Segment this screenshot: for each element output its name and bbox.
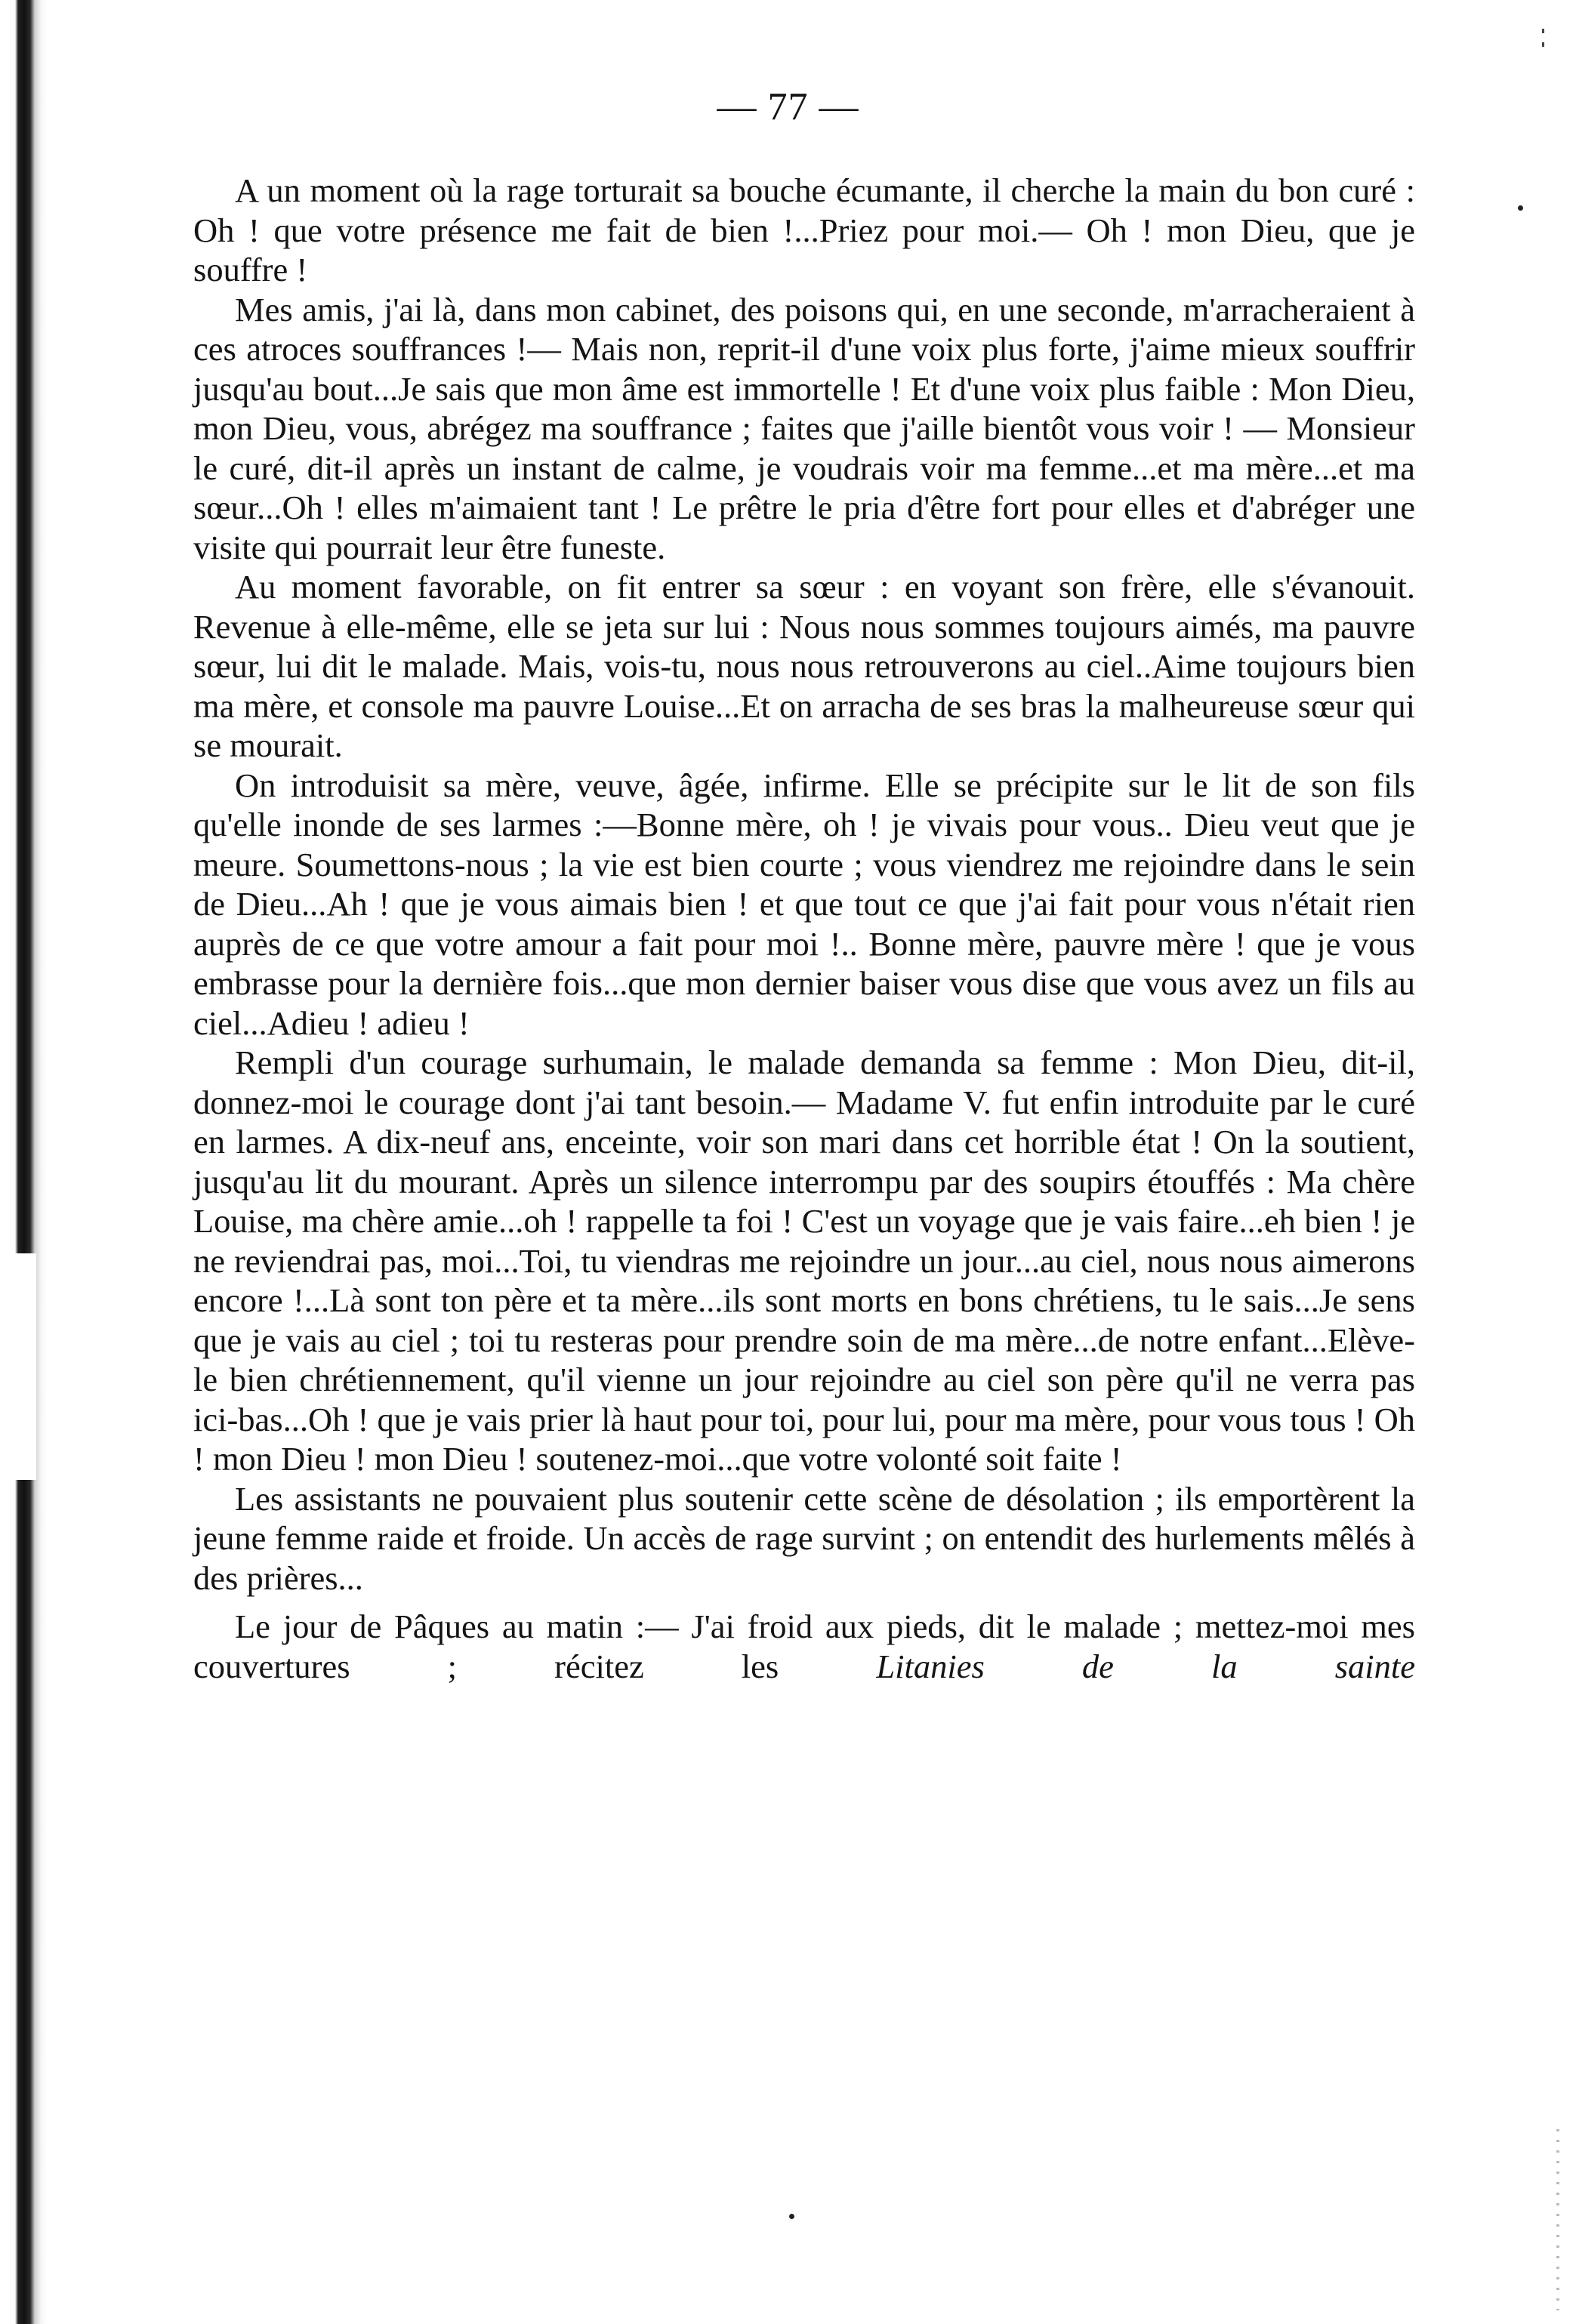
book-binding-edge: [0, 0, 47, 2324]
italic-title: Litanies de la sainte: [876, 1647, 1415, 1685]
body-text: [193, 171, 1415, 1686]
scan-speck: [1518, 205, 1523, 211]
paragraph-final: [193, 1607, 1415, 1686]
paragraph: A un moment où la rage torturait sa bouche écumante, il cherche la main du bon curé : Oh ! que votre présence me fait de bien !...Priez pour moi.— Oh ! mon Dieu, que je souffre !: [193, 171, 1415, 288]
scan-speck: [1542, 29, 1544, 33]
paragraph: Au moment favorable, on fit entrer sa sœur : en voyant son frère, elle s'évanouit. Revenue à elle-même, elle se jeta sur lui : Nous nous sommes toujours aimés, ma pauvre sœur, lui dit le malade. Mais, vois-tu, nous nous retrouverons au ciel..Aime toujours bien ma mère, et console ma pauvre Louise...Et on arracha de ses bras la malheureuse sœur qui se mourait.: [193, 568, 1415, 764]
paragraph: Mes amis, j'ai là, dans mon cabinet, des poisons qui, en une seconde, m'arracheraient à ces atroces souffrances !— Mais non, reprit-il d'une voix plus forte, j'aime mieux souffrir jusqu'au bout...Je sais que mon âme est immortelle ! Et d'une voix plus faible : Mon Dieu, mon Dieu, vous, abrégez ma souffrance ; faites que j'aille bientôt vous voir ! — Monsieur le curé, dit-il après un instant de calme, je voudrais voir ma femme...et ma mère...et ma sœur...Oh ! elles m'aimaient tant ! Le prêtre le pria d'être fort pour elles et d'abréger une visite qui pourrait leur être funeste.: [193, 290, 1415, 566]
scan-speck: [789, 2214, 794, 2219]
paragraph-final-text: Le jour de Pâques au matin :— J'ai froid aux pieds, dit le malade ; mettez-moi mes couvertures ; récitez les: [193, 1607, 1415, 1685]
page-number: — 77 —: [717, 85, 859, 128]
scan-speck: [1542, 42, 1544, 47]
paragraph: Rempli d'un courage surhumain, le malade demanda sa femme : Mon Dieu, dit-il, donnez-moi le courage dont j'ai tant besoin.— Madame V. fut enfin introduite par le curé en larmes. A dix-neuf ans, enceinte, voir son mari dans cet horrible état ! On la soutient, jusqu'au lit du mourant. Après un silence interrompu par des soupirs étouffés : Ma chère Louise, ma chère amie...oh ! rappelle ta foi ! C'est un voyage que je vais faire...eh bien ! je ne reviendrai pas, moi...Toi, tu viendras me rejoindre un jour...au ciel, nous nous aimerons encore !...Là sont ton père et ta mère...ils sont morts en bons chrétiens, tu le sais...Je sens que je vais au ciel ; toi tu resteras pour prendre soin de ma mère...de notre enfant...Elève-le bien chrétiennement, qu'il vienne un jour rejoindre au ciel son père qu'il ne verra pas ici-bas...Oh ! que je vais prier là haut pour toi, pour lui, pour ma mère, pour vous tous ! Oh ! mon Dieu ! mon Dieu ! soutenez-moi...que votre volonté soit faite !: [193, 1043, 1415, 1478]
paragraph: Les assistants ne pouvaient plus soutenir cette scène de désolation ; ils emportèrent la jeune femme raide et froide. Un accès de rage survint ; on entendit des hurlements mêlés à des prières...: [193, 1479, 1415, 1597]
binding-edge-gap: [14, 1253, 36, 1480]
paragraph: On introduisit sa mère, veuve, âgée, infirme. Elle se précipite sur le lit de son fils qu'elle inonde de ses larmes :—Bonne mère, oh ! je vivais pour vous.. Dieu veut que je meure. Soumettons-nous ; la vie est bien courte ; vous viendrez me rejoindre dans le sein de Dieu...Ah ! que je vous aimais bien ! et que tout ce que j'ai fait pour vous n'était rien auprès de ce que votre amour a fait pour moi !.. Bonne mère, pauvre mère ! que je vous embrasse pour la dernière fois...que mon dernier baiser vous dise que vous avez un fils au ciel...Adieu ! adieu !: [193, 766, 1415, 1042]
scan-edge-dots: [1556, 2129, 1559, 2310]
